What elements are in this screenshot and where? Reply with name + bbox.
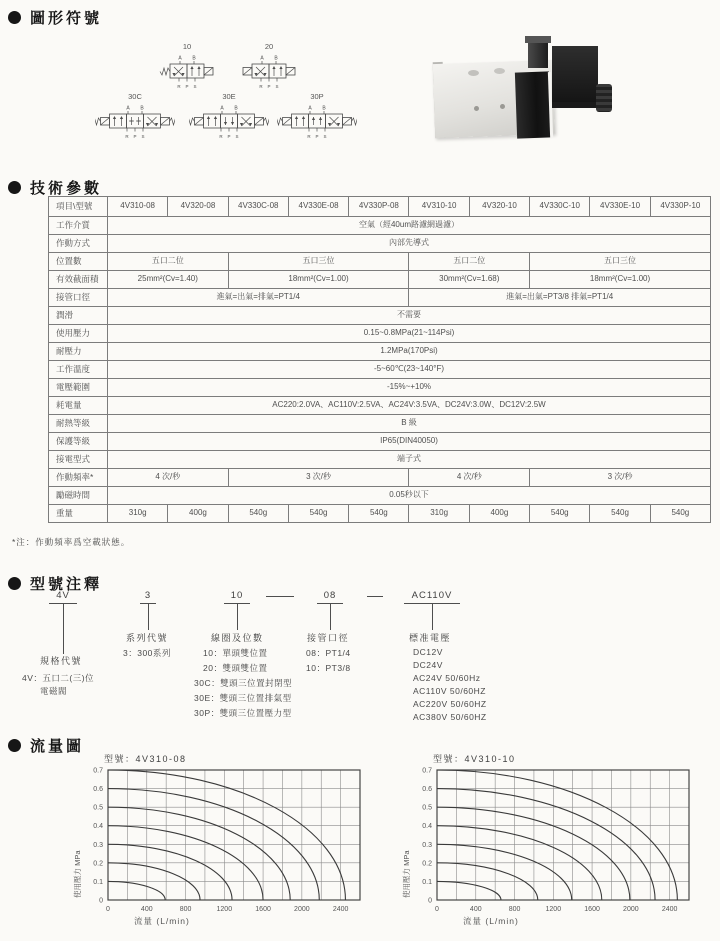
svg-text:2000: 2000 xyxy=(623,906,639,913)
spec-cell: 3 次/秒 xyxy=(530,469,711,487)
spec-cell: 30mm²(Cv=1.68) xyxy=(409,271,530,289)
spec-cell: 五口二位 xyxy=(409,253,530,271)
spec-cell: 0.05秒以下 xyxy=(108,487,711,505)
spec-cell: 25mm²(Cv=1.40) xyxy=(108,271,229,289)
spec-model-header: 4V330C-10 xyxy=(530,197,590,217)
spec-cell: 540g xyxy=(650,505,710,523)
spec-row-label: 工作溫度 xyxy=(49,361,108,379)
x-axis-label: 流量 (L/min) xyxy=(463,916,519,926)
spec-cell: 18mm²(Cv=1.00) xyxy=(530,271,711,289)
spec-cell: IP65(DIN40050) xyxy=(108,433,711,451)
model-code-connector-line xyxy=(148,604,149,630)
section-bullet-icon xyxy=(8,739,21,752)
svg-text:B: B xyxy=(140,105,144,112)
cable-connector-housing xyxy=(552,46,598,102)
section-bullet-icon xyxy=(8,577,21,590)
cable-gland-knob xyxy=(596,84,612,112)
svg-text:0.7: 0.7 xyxy=(422,767,432,775)
spec-row-label: 接電型式 xyxy=(49,451,108,469)
spec-cell: -15%~+10% xyxy=(108,379,711,397)
spec-row xyxy=(49,469,711,487)
spec-cell: 4 次/秒 xyxy=(108,469,229,487)
spec-cell: 五口三位 xyxy=(228,253,409,271)
spec-cell: AC220:2.0VA、AC110V:2.5VA、AC24V:3.5VA、DC24V:3.0W、DC12V:2.5W xyxy=(108,397,711,415)
svg-text:0: 0 xyxy=(106,906,110,913)
model-group-line: AC380V 50/60HZ xyxy=(413,712,487,722)
model-group-line: AC220V 50/60HZ xyxy=(413,699,487,709)
spec-header-row xyxy=(49,197,711,217)
svg-text:B: B xyxy=(322,105,326,112)
spec-row xyxy=(49,253,711,271)
spec-cell: 0.15~0.8MPa(21~114Psi) xyxy=(108,325,711,343)
product-photo xyxy=(428,26,652,172)
spec-row-label: 使用壓力 xyxy=(49,325,108,343)
svg-text:0.1: 0.1 xyxy=(422,878,432,886)
spec-cell: 310g xyxy=(108,505,168,523)
valve-symbol-30C xyxy=(95,92,175,140)
svg-text:B: B xyxy=(234,105,238,112)
spec-cell: 進氣=出氣=排氣=PT1/4 xyxy=(108,289,409,307)
spec-cell: 540g xyxy=(349,505,409,523)
model-group-line: 3：300系列 xyxy=(123,648,171,658)
svg-text:A: A xyxy=(308,105,312,112)
model-group-line: 10：單頭雙位置 xyxy=(203,648,268,658)
chart-title: 型號：4V310-10 xyxy=(433,754,516,764)
model-group-line: 30P：雙頭三位置壓力型 xyxy=(194,708,292,718)
svg-text:0: 0 xyxy=(99,897,103,905)
model-group-heading: 線圈及位數 xyxy=(211,633,264,643)
spec-row-label: 保護等級 xyxy=(49,433,108,451)
svg-text:0.3: 0.3 xyxy=(93,841,103,849)
model-group-line: 30E：雙頭三位置排氣型 xyxy=(194,693,292,703)
svg-text:R: R xyxy=(177,84,181,89)
chart-canvas xyxy=(393,766,720,932)
model-code-connector-line xyxy=(63,604,64,654)
model-group-line: 電磁閥 xyxy=(40,686,68,696)
valve-symbol-label: 10 xyxy=(182,42,192,51)
model-code-dash xyxy=(266,596,294,597)
svg-text:800: 800 xyxy=(179,906,192,913)
spec-cell: 540g xyxy=(530,505,590,523)
svg-text:0.6: 0.6 xyxy=(93,786,103,794)
spec-cell: 18mm²(Cv=1.00) xyxy=(228,271,409,289)
svg-text:2400: 2400 xyxy=(332,906,349,913)
spec-cell: 內部先導式 xyxy=(108,235,711,253)
spec-model-header: 4V330P-08 xyxy=(349,197,409,217)
spec-row-label: 電壓範圍 xyxy=(49,379,108,397)
model-group-heading: 規格代號 xyxy=(40,656,83,666)
valve-symbol-label: 30E xyxy=(222,92,236,101)
spec-row xyxy=(49,487,711,505)
svg-text:R: R xyxy=(259,84,263,89)
spec-row xyxy=(49,289,711,307)
model-group-line: DC12V xyxy=(413,647,443,657)
svg-text:S: S xyxy=(235,134,239,139)
valve-screw xyxy=(474,106,479,111)
spec-cell: 400g xyxy=(168,505,228,523)
spec-row-label: 勵磁時間 xyxy=(49,487,108,505)
spec-model-header: 4V310-10 xyxy=(409,197,469,217)
spec-row xyxy=(49,325,711,343)
section-title-model: 型號注釋 xyxy=(30,576,103,593)
spec-row-label: 耐熱等級 xyxy=(49,415,108,433)
valve-symbol-drawing xyxy=(189,102,269,140)
svg-text:P: P xyxy=(267,84,271,89)
model-group-line: 08：PT1/4 xyxy=(306,648,351,658)
spec-model-header: 4V330E-10 xyxy=(590,197,650,217)
flow-curve xyxy=(437,807,630,900)
spec-cell: 4 次/秒 xyxy=(409,469,530,487)
spec-row xyxy=(49,379,711,397)
spec-model-header: 4V330E-08 xyxy=(288,197,348,217)
spec-row xyxy=(49,307,711,325)
model-code-dash xyxy=(367,596,383,597)
svg-text:0.4: 0.4 xyxy=(93,823,103,831)
spec-cell: 端子式 xyxy=(108,451,711,469)
spec-header-label: 項目\型號 xyxy=(49,197,108,217)
spec-model-header: 4V330C-08 xyxy=(228,197,288,217)
manual-override-cap xyxy=(525,36,551,43)
svg-text:800: 800 xyxy=(508,906,521,913)
model-code-connector-line xyxy=(432,604,433,630)
spec-row xyxy=(49,271,711,289)
valve-port-hole xyxy=(494,68,505,74)
svg-text:1600: 1600 xyxy=(255,906,271,913)
spec-cell: B 級 xyxy=(108,415,711,433)
model-group-line: 10：PT3/8 xyxy=(306,663,351,673)
svg-text:1200: 1200 xyxy=(545,906,562,913)
x-axis-label: 流量 (L/min) xyxy=(134,916,190,926)
spec-row xyxy=(49,343,711,361)
spec-row-label: 潤滑 xyxy=(49,307,108,325)
svg-text:0.5: 0.5 xyxy=(93,804,103,812)
svg-text:R: R xyxy=(125,134,129,139)
model-group-line: AC110V 50/60HZ xyxy=(413,686,486,696)
spec-cell: 1.2MPa(170Psi) xyxy=(108,343,711,361)
spec-row xyxy=(49,217,711,235)
spec-cell: 空氣（經40um路濾網過濾） xyxy=(108,217,711,235)
spec-cell: 3 次/秒 xyxy=(228,469,409,487)
svg-text:2000: 2000 xyxy=(294,906,310,913)
svg-text:400: 400 xyxy=(469,906,482,913)
spec-cell: 540g xyxy=(288,505,348,523)
model-group-line: 30C：雙頭三位置封閉型 xyxy=(194,678,293,688)
spec-cell: -5~60℃(23~140°F) xyxy=(108,361,711,379)
y-axis-label: 使用壓力 MPa xyxy=(73,850,82,898)
svg-text:400: 400 xyxy=(140,906,153,913)
model-code-10: 10 xyxy=(230,590,244,601)
spec-cell: 310g xyxy=(409,505,469,523)
valve-symbol-30E xyxy=(189,92,269,140)
valve-symbol-20 xyxy=(229,42,309,90)
spec-row-label: 有效截面積 xyxy=(49,271,108,289)
svg-text:R: R xyxy=(307,134,311,139)
model-group-line: 4V：五口二(三)位 xyxy=(22,673,95,683)
flow-chart-4v310-08 xyxy=(64,750,398,934)
spec-row xyxy=(49,433,711,451)
svg-text:P: P xyxy=(185,84,189,89)
spec-model-header: 4V310-08 xyxy=(108,197,168,217)
model-code-3: 3 xyxy=(144,590,152,601)
model-code-connector-line xyxy=(330,604,331,630)
model-group-heading: 系列代號 xyxy=(126,633,169,643)
svg-text:1600: 1600 xyxy=(584,906,600,913)
model-group-line: 20：雙頭雙位置 xyxy=(203,663,268,673)
spec-row xyxy=(49,397,711,415)
svg-text:S: S xyxy=(141,134,145,139)
spec-row xyxy=(49,415,711,433)
spec-model-header: 4V330P-10 xyxy=(650,197,710,217)
spec-cell: 進氣=出氣=PT3/8 排氣=PT1/4 xyxy=(409,289,711,307)
svg-text:B: B xyxy=(274,55,278,62)
svg-text:0.5: 0.5 xyxy=(422,804,432,812)
svg-text:0.2: 0.2 xyxy=(422,860,432,868)
svg-text:B: B xyxy=(192,55,196,62)
valve-symbol-drawing xyxy=(95,102,175,140)
spec-row xyxy=(49,361,711,379)
svg-text:A: A xyxy=(220,105,224,112)
svg-text:S: S xyxy=(193,84,197,89)
svg-text:2400: 2400 xyxy=(661,906,678,913)
section-bullet-icon xyxy=(8,11,21,24)
solenoid-coil xyxy=(515,71,551,138)
valve-symbol-label: 30C xyxy=(128,92,142,101)
spec-row-label: 工作介質 xyxy=(49,217,108,235)
valve-symbol-drawing xyxy=(229,52,309,90)
spec-cell: 不需要 xyxy=(108,307,711,325)
spec-model-header: 4V320-10 xyxy=(469,197,529,217)
spec-row xyxy=(49,451,711,469)
valve-port-hole xyxy=(468,70,479,76)
flow-chart-4v310-10 xyxy=(393,750,720,934)
flow-curve xyxy=(437,770,677,900)
section-bullet-icon xyxy=(8,181,21,194)
flow-curve xyxy=(108,770,345,900)
svg-text:1200: 1200 xyxy=(216,906,233,913)
svg-text:A: A xyxy=(126,105,130,112)
valve-screw xyxy=(500,104,505,109)
svg-text:P: P xyxy=(227,134,231,139)
section-title-specs: 技術參數 xyxy=(30,180,103,197)
spec-table xyxy=(48,196,711,523)
svg-text:0: 0 xyxy=(435,906,439,913)
spec-row-label: 耗電量 xyxy=(49,397,108,415)
svg-text:P: P xyxy=(133,134,137,139)
svg-text:0: 0 xyxy=(428,897,432,905)
spec-row-label: 位置數 xyxy=(49,253,108,271)
valve-symbol-drawing xyxy=(147,52,227,90)
valve-symbol-label: 20 xyxy=(264,42,274,51)
spec-cell: 五口三位 xyxy=(530,253,711,271)
spec-row xyxy=(49,505,711,523)
flow-curve xyxy=(437,881,501,900)
section-title-flow: 流量圖 xyxy=(30,738,85,755)
chart-title: 型號：4V310-08 xyxy=(104,754,187,764)
svg-text:0.7: 0.7 xyxy=(93,767,103,775)
model-code-connector-line xyxy=(237,604,238,630)
svg-text:S: S xyxy=(323,134,327,139)
section-heading-graphic-symbols xyxy=(8,7,102,28)
flow-curve xyxy=(108,881,165,900)
svg-text:0.6: 0.6 xyxy=(422,786,432,794)
model-group-heading: 接管口徑 xyxy=(307,633,350,643)
model-code-AC110V: AC110V xyxy=(411,590,453,601)
svg-text:S: S xyxy=(275,84,279,89)
spec-row-label: 重量 xyxy=(49,505,108,523)
valve-symbol-30P xyxy=(277,92,357,140)
model-code-4V: 4V xyxy=(56,590,70,601)
section-heading-specs xyxy=(8,177,102,198)
spec-row-label: 耐壓力 xyxy=(49,343,108,361)
spec-cell: 540g xyxy=(228,505,288,523)
valve-symbol-drawing xyxy=(277,102,357,140)
model-group-line: AC24V 50/60Hz xyxy=(413,673,481,683)
spec-row-label: 作動頻率* xyxy=(49,469,108,487)
section-title-graphic-symbols: 圖形符號 xyxy=(30,10,103,27)
spec-row-label: 作動方式 xyxy=(49,235,108,253)
model-code-08: 08 xyxy=(323,590,337,601)
y-axis-label: 使用壓力 MPa xyxy=(402,850,411,898)
svg-text:R: R xyxy=(219,134,223,139)
svg-text:0.4: 0.4 xyxy=(422,823,432,831)
svg-text:0.2: 0.2 xyxy=(93,860,103,868)
svg-text:A: A xyxy=(178,55,182,62)
valve-symbol-label: 30P xyxy=(310,92,324,101)
svg-text:A: A xyxy=(260,55,264,62)
svg-text:0.3: 0.3 xyxy=(422,841,432,849)
model-group-heading: 標准電壓 xyxy=(409,633,452,643)
spec-cell: 540g xyxy=(590,505,650,523)
spec-row xyxy=(49,235,711,253)
model-legend xyxy=(0,590,720,740)
spec-cell: 400g xyxy=(469,505,529,523)
svg-text:P: P xyxy=(315,134,319,139)
table-footnote: *注：作動頻率爲空載狀態。 xyxy=(12,537,131,547)
spec-row-label: 接管口徑 xyxy=(49,289,108,307)
spec-model-header: 4V320-08 xyxy=(168,197,228,217)
model-group-line: DC24V xyxy=(413,660,443,670)
chart-canvas xyxy=(64,766,398,932)
valve-symbol-10 xyxy=(147,42,227,90)
spec-cell: 五口二位 xyxy=(108,253,229,271)
svg-text:0.1: 0.1 xyxy=(93,878,103,886)
